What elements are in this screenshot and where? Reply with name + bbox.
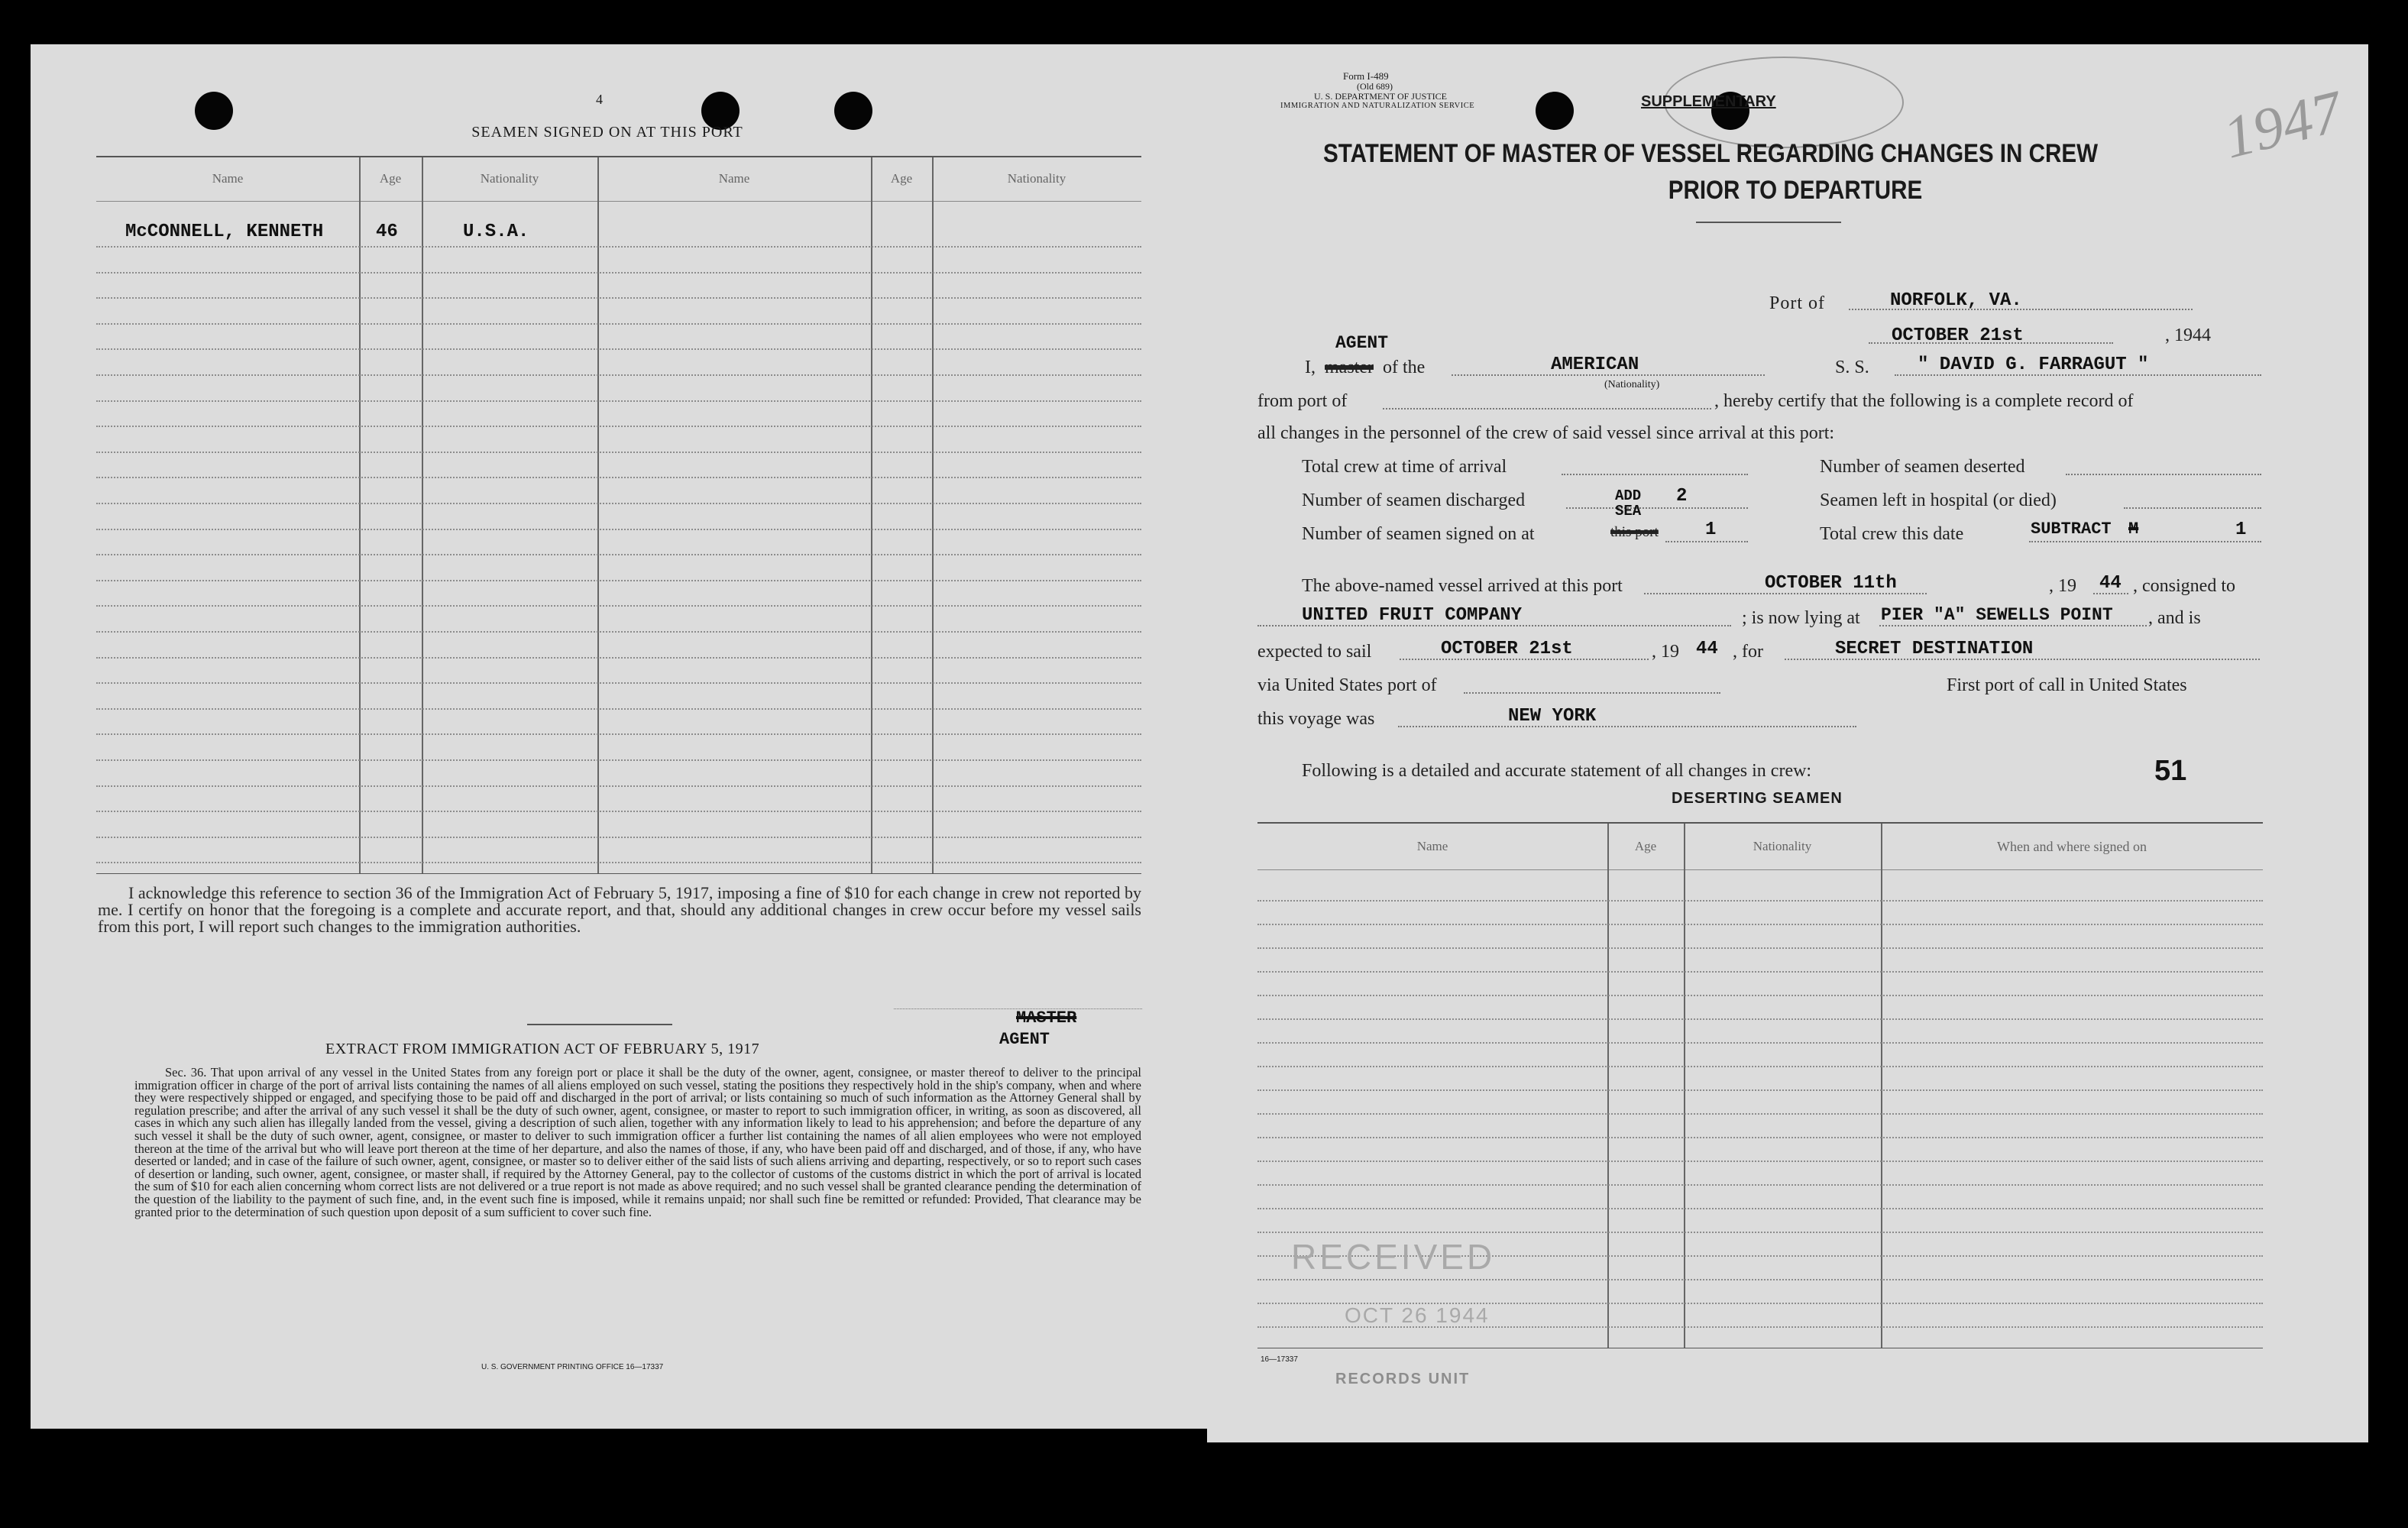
ruled-line: [1257, 1018, 2263, 1020]
ruled-line: [96, 631, 1141, 633]
supplementary-label: SUPPLEMENTARY: [1641, 93, 1776, 110]
ruled-line: [1257, 1113, 2263, 1115]
discharged-value: 2: [1676, 486, 1688, 507]
fill-line: [1398, 726, 1856, 727]
fill-line: [2124, 507, 2261, 509]
received-stamp-date: OCT 26 1944: [1345, 1303, 1490, 1327]
sail-year: 44: [1696, 639, 1718, 659]
agent-above: AGENT: [1335, 333, 1389, 353]
ruled-line: [96, 759, 1141, 761]
ruled-line: [1257, 900, 2263, 902]
of-the: of the: [1383, 358, 1426, 377]
ruled-line: [1257, 1161, 2263, 1162]
right-page: [1207, 44, 2368, 1442]
des-table-header-rule: [1257, 869, 2263, 870]
ruled-line: [96, 374, 1141, 376]
ruled-line: [1257, 1137, 2263, 1138]
total-date-value: 1: [2235, 520, 2247, 540]
following-text: Following is a detailed and accurate statement of all changes in crew:: [1302, 761, 1812, 781]
total-date-note: SUBTRACT: [2031, 520, 2112, 539]
total-crew-label: Total crew at time of arrival: [1302, 457, 1507, 477]
fill-line: [2029, 541, 2261, 542]
ruled-line: [96, 348, 1141, 350]
des-col-nationality: Nationality: [1753, 839, 1812, 853]
discharged-note-sea: SEA: [1615, 503, 1642, 520]
destination: SECRET DESTINATION: [1835, 639, 2034, 659]
fill-line: [2066, 474, 2261, 475]
ruled-line: [96, 811, 1141, 812]
discharged-note-add: ADD: [1615, 487, 1642, 504]
fill-line: [1665, 541, 1748, 542]
table-top-rule: [96, 156, 1141, 157]
first-port-label: First port of call in United States: [1947, 675, 2187, 695]
voyage-label: this voyage was: [1257, 709, 1375, 729]
crew-nationality: U.S.A.: [463, 222, 529, 242]
col-header-name: Name: [718, 171, 750, 186]
arrived-label: The above-named vessel arrived at this port: [1302, 576, 1623, 596]
ruled-line: [96, 246, 1141, 248]
certify-text: , hereby certify that the following is a complete record of: [1714, 391, 2134, 411]
ruled-line: [96, 682, 1141, 684]
records-unit-stamp: RECORDS UNIT: [1335, 1371, 1471, 1387]
ruled-line: [1257, 1208, 2263, 1209]
signed-on-struck: this port: [1610, 524, 1659, 540]
punch-hole: [1536, 92, 1574, 130]
title-rule: [1696, 222, 1841, 223]
arrived-year-prefix: , 19: [2049, 576, 2076, 596]
handwritten-note: 1947: [2216, 77, 2349, 171]
expected-label: expected to sail: [1257, 642, 1372, 662]
arrived-date: OCTOBER 11th: [1765, 573, 1897, 594]
ruled-line: [96, 733, 1141, 735]
nationality-caption: (Nationality): [1604, 379, 1660, 390]
ruled-line: [96, 837, 1141, 838]
ruled-line: [96, 529, 1141, 530]
via-label: via United States port of: [1257, 675, 1437, 695]
acknowledgment-text: I acknowledge this reference to section 36 of the Immigration Act of February 5, 1917, imposing a fine of $10 for each change in crew not reported by me. I certify on honor that the foregoing is a complete and accurate report, and that, should any additional changes in crew occur before my vessel sails from this port, I will report such changes to the immigration authorities.: [98, 883, 1141, 936]
total-date-struck: M: [2128, 520, 2139, 539]
signature-struck: MASTER: [1016, 1008, 1077, 1028]
received-stamp: RECEIVED: [1291, 1237, 1496, 1277]
sail-date: OCTOBER 21st: [1441, 639, 1573, 659]
col-header-age: Age: [890, 171, 913, 186]
ruled-line: [96, 477, 1141, 478]
col-divider: [871, 157, 872, 873]
ruled-line: [96, 708, 1141, 710]
signature-title: AGENT: [999, 1030, 1050, 1049]
col-divider: [422, 157, 423, 873]
department: U. S. DEPARTMENT OF JUSTICE: [1314, 91, 1447, 102]
nationality-value: AMERICAN: [1551, 354, 1639, 375]
consignee: UNITED FRUIT COMPANY: [1302, 605, 1523, 626]
sail-year-prefix: , 19: [1652, 642, 1679, 662]
fill-line: [1879, 625, 2147, 626]
ruled-line: [1257, 947, 2263, 949]
signed-on-label: Number of seamen signed on at: [1302, 524, 1535, 544]
lying-label: ; is now lying at: [1742, 608, 1860, 628]
ruled-line: [96, 400, 1141, 402]
page-number: 4: [596, 92, 603, 107]
col-divider: [932, 157, 934, 873]
ruled-line: [96, 862, 1141, 863]
ruled-line: [96, 323, 1141, 325]
des-col-signed-on: When and where signed on: [1997, 839, 2147, 854]
left-page: [31, 44, 1207, 1429]
port-label: Port of: [1769, 293, 1825, 313]
table-header-rule: [96, 201, 1141, 202]
ruled-line: [96, 580, 1141, 581]
ruled-line: [96, 605, 1141, 607]
service: IMMIGRATION AND NATURALIZATION SERVICE: [1280, 102, 1475, 110]
col-header-nationality: Nationality: [480, 171, 539, 186]
ruled-line: [1257, 1089, 2263, 1091]
master-struck: master: [1325, 358, 1374, 377]
col-divider: [597, 157, 599, 873]
for-label: , for: [1733, 642, 1763, 662]
ruled-line: [1257, 1279, 2263, 1280]
form-title-line2: PRIOR TO DEPARTURE: [1668, 176, 1923, 205]
col-divider: [1684, 824, 1685, 1348]
printer-line: U. S. GOVERNMENT PRINTING OFFICE 16—17337: [481, 1363, 664, 1371]
port-value: NORFOLK, VA.: [1890, 290, 2022, 311]
col-header-age: Age: [379, 171, 402, 186]
first-port-value: NEW YORK: [1508, 706, 1597, 727]
ss-value: " DAVID G. FARRAGUT ": [1918, 354, 2149, 375]
date-value: OCTOBER 21st: [1892, 325, 2024, 346]
col-divider: [1607, 824, 1609, 1348]
fill-line: [1464, 692, 1720, 694]
deserting-title: DESERTING SEAMEN: [1672, 790, 1843, 807]
crew-age: 46: [376, 222, 398, 242]
extract-title: EXTRACT FROM IMMIGRATION ACT OF FEBRUARY 5, 1917: [325, 1041, 760, 1057]
ruled-line: [96, 452, 1141, 453]
col-header-name: Name: [212, 171, 244, 186]
crew-name: McCONNELL, KENNETH: [125, 222, 324, 242]
from-port-label: from port of: [1257, 391, 1348, 411]
deserted-label: Number of seamen deserted: [1820, 457, 2025, 477]
discharged-label: Number of seamen discharged: [1302, 490, 1526, 510]
arrived-year: 44: [2099, 573, 2122, 594]
ruled-line: [1257, 1232, 2263, 1233]
hospital-label: Seamen left in hospital (or died): [1820, 490, 2057, 510]
year-value: , 1944: [2165, 325, 2211, 345]
col-divider: [359, 157, 361, 873]
des-table-top: [1257, 822, 2263, 824]
des-col-name: Name: [1416, 839, 1448, 853]
i-label: I,: [1305, 358, 1316, 377]
table-bottom-rule: [96, 873, 1141, 874]
ruled-line: [1257, 1066, 2263, 1067]
total-date-label: Total crew this date: [1820, 524, 1964, 544]
form-old: (Old 689): [1357, 81, 1393, 92]
number-51: 51: [2154, 755, 2187, 787]
col-divider: [1881, 824, 1882, 1348]
left-title: SEAMEN SIGNED ON AT THIS PORT: [471, 124, 743, 141]
form-title-line1: STATEMENT OF MASTER OF VESSEL REGARDING CHANGES IN CREW: [1323, 139, 2098, 168]
short-rule: [527, 1024, 672, 1025]
ruled-line: [96, 554, 1141, 555]
fill-line: [1566, 507, 1748, 509]
ruled-line: [1257, 1042, 2263, 1044]
extract-text: Sec. 36. That upon arrival of any vessel in the United States from any foreign port or place it shall be the duty of the owner, agent, consignee, or master thereof to deliver to the principal immigration officer in charge of the port of arrival lists containing the names of all aliens employed on such vessel, stating the positions they respectively hold in the ship's company, when and where they were respectively shipped or engaged, and specifying those to be paid off and discharged in the port of arrival; or lists containing so much of such information as the Attorney General shall by regulation prescribe; and after the arrival of any such vessel it shall be the duty of such owner, agent, consignee, or master to report to such immigration officer, in writing, as soon as discovered, all cases in which any such alien has illegally landed from the vessel, giving a description of such alien, together with any information likely to lead to his apprehension; and before the departure of any such vessel it shall be the duty of such owner, agent, consignee, or master to deliver to such immigration officer a further list containing the names of all alien employees who were not employed thereon at the time of the arrival but who will leave port thereon at the time of her departure, and also the names of those, if any, who have been paid off and discharged, and of those, if any, who have deserted or landed; and in case of the failure of such owner, agent, consignee, or master so to deliver either of the said lists of such aliens arriving and departing, respectively, or so to report such cases of desertion or landing, such owner, agent, consignee, or master shall, if required by the Attorney General, pay to the collector of customs of the customs district in which the port of arrival is located the sum of $10 for each alien concerning whom correct lists are not delivered or a true report is not made as above required; and no such vessel shall be granted clearance pending the determination of the question of the liability to the payment of such fine, and, in the event such fine is imposed, while it remains unpaid; nor shall such fine be remitted or refunded: Provided, That clearance may be granted prior to the determination of such question upon deposit of a sum sufficient to cover such fine.: [134, 1065, 1141, 1219]
ruled-line: [96, 657, 1141, 659]
col-header-nationality: Nationality: [1007, 171, 1066, 186]
ruled-line: [1257, 971, 2263, 973]
fill-line: [1562, 474, 1748, 475]
all-changes-text: all changes in the personnel of the crew of said vessel since arrival at this port:: [1257, 423, 1835, 443]
ruled-line: [1257, 1184, 2263, 1186]
form-number: Form I-489: [1343, 70, 1389, 82]
lying-value: PIER "A" SEWELLS POINT: [1881, 605, 2113, 625]
ruled-line: [96, 426, 1141, 427]
ruled-line: [96, 297, 1141, 299]
ruled-line: [96, 785, 1141, 787]
and-is: , and is: [2148, 608, 2201, 628]
consigned-label: , consigned to: [2133, 576, 2235, 596]
fill-line: [1383, 408, 1711, 410]
form-footer-code: 16—17337: [1261, 1355, 1298, 1364]
ruled-line: [96, 272, 1141, 274]
des-col-age: Age: [1634, 839, 1657, 853]
ruled-line: [1257, 995, 2263, 996]
ruled-line: [96, 503, 1141, 504]
signed-on-value: 1: [1705, 520, 1717, 540]
ss-label: S. S.: [1835, 358, 1869, 377]
ruled-line: [1257, 924, 2263, 925]
